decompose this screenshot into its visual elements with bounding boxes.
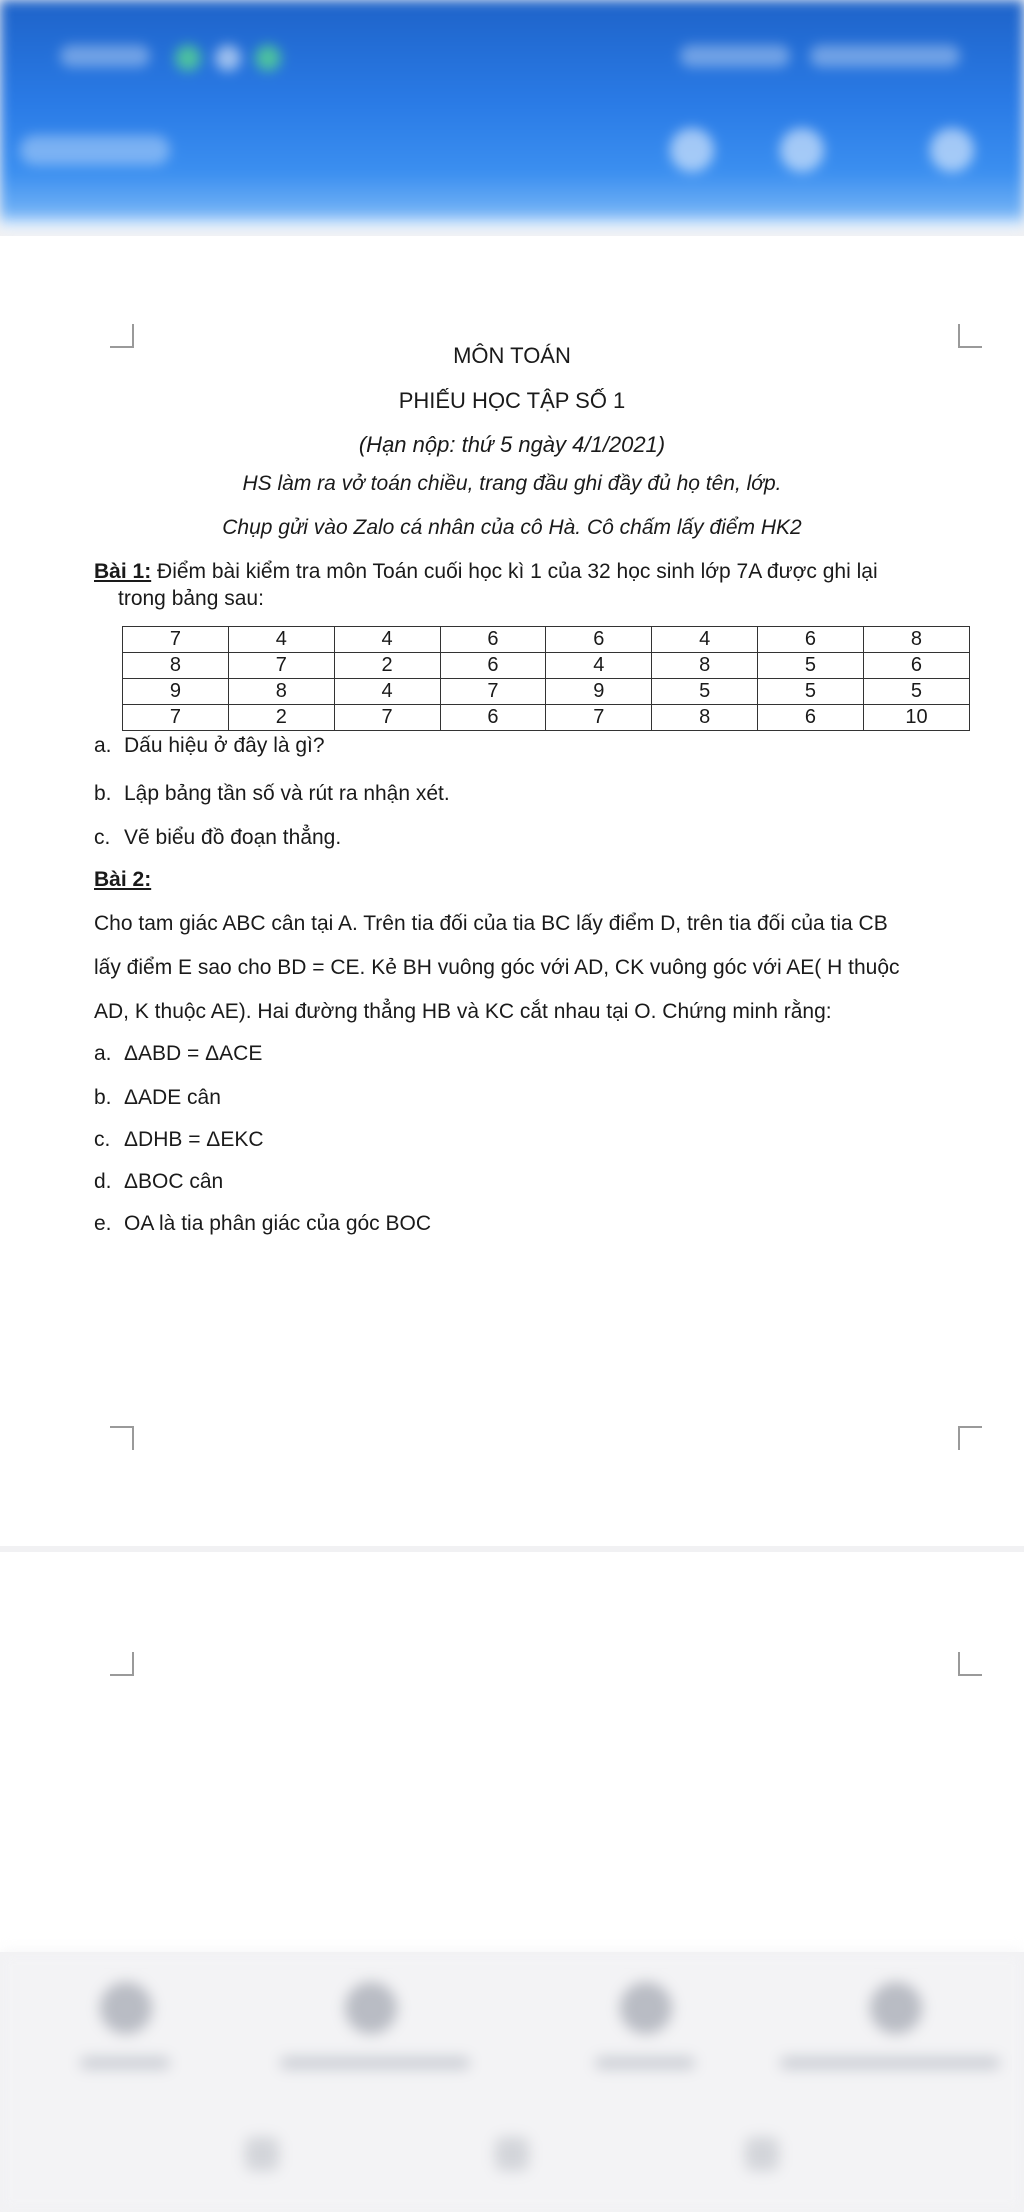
page-corner-mark bbox=[110, 1426, 134, 1450]
table-row bbox=[123, 627, 970, 653]
table-cell: 5 bbox=[863, 679, 969, 705]
table-cell: 8 bbox=[863, 627, 969, 653]
list-item: a. ΔABD = ΔACE bbox=[94, 1042, 263, 1065]
table-cell: 6 bbox=[863, 653, 969, 679]
table-cell: 5 bbox=[758, 653, 864, 679]
table-cell: 9 bbox=[546, 679, 652, 705]
scores-table bbox=[122, 626, 970, 731]
table-cell: 6 bbox=[546, 627, 652, 653]
table-cell: 4 bbox=[652, 627, 758, 653]
table-cell: 6 bbox=[440, 653, 546, 679]
table-cell: 6 bbox=[758, 705, 864, 731]
table-cell: 2 bbox=[334, 653, 440, 679]
list-item: b. Lập bảng tần số và rút ra nhận xét. bbox=[94, 782, 450, 805]
table-cell: 4 bbox=[334, 679, 440, 705]
table-cell: 5 bbox=[758, 679, 864, 705]
table-row bbox=[123, 679, 970, 705]
list-item: e. OA là tia phân giác của góc BOC bbox=[94, 1212, 432, 1235]
table-cell: 10 bbox=[863, 705, 969, 731]
list-item: c. Vẽ biểu đồ đoạn thẳng. bbox=[94, 826, 342, 849]
table-cell: 6 bbox=[440, 627, 546, 653]
document-page[interactable] bbox=[0, 236, 1024, 1546]
table-cell: 7 bbox=[123, 627, 229, 653]
table-cell: 9 bbox=[123, 679, 229, 705]
instruction-text: Chụp gửi vào Zalo cá nhân của cô Hà. Cô chấm lấy điểm HK2 bbox=[222, 516, 802, 539]
table-cell: 7 bbox=[546, 705, 652, 731]
page-corner-mark bbox=[958, 1426, 982, 1450]
table-cell: 7 bbox=[123, 705, 229, 731]
document-page[interactable] bbox=[0, 1552, 1024, 1952]
table-cell: 8 bbox=[228, 679, 334, 705]
exercise-1-intro bbox=[94, 558, 974, 612]
deadline-text: (Hạn nộp: thứ 5 ngày 4/1/2021) bbox=[358, 432, 666, 457]
worksheet-title: PHIẾU HỌC TẬP SỐ 1 bbox=[398, 388, 626, 413]
exercise-1-text: trong bảng sau: bbox=[118, 587, 264, 610]
table-cell: 5 bbox=[652, 679, 758, 705]
instruction-text: HS làm ra vở toán chiều, trang đầu ghi đầy đủ họ tên, lớp. bbox=[242, 472, 782, 495]
table-cell: 8 bbox=[652, 653, 758, 679]
exercise-2-title: Bài 2: bbox=[94, 868, 152, 891]
table-cell: 2 bbox=[228, 705, 334, 731]
bottom-toolbar bbox=[0, 1952, 1024, 2212]
table-cell: 7 bbox=[334, 705, 440, 731]
list-item: c. ΔDHB = ΔEKC bbox=[94, 1128, 264, 1151]
page-corner-mark bbox=[958, 1652, 982, 1676]
exercise-1-title: Bài 1: bbox=[94, 560, 152, 583]
list-item: d. ΔBOC cân bbox=[94, 1170, 224, 1193]
list-item: a. Dấu hiệu ở đây là gì? bbox=[94, 734, 325, 757]
table-cell: 4 bbox=[228, 627, 334, 653]
exercise-2-text: Cho tam giác ABC cân tại A. Trên tia đối của tia BC lấy điểm D, trên tia đối của tia CB lấy điểm E sao cho BD = CE. Kẻ BH vuông góc với AD, CK vuông góc với AE( H thuộc AD, K thuộc AE). Hai đường thẳng HB và KC cắt nhau tại O. Chứng minh rằng: bbox=[94, 912, 900, 1023]
table-cell: 7 bbox=[440, 679, 546, 705]
table-row bbox=[123, 705, 970, 731]
table-cell: 8 bbox=[123, 653, 229, 679]
table-cell: 4 bbox=[334, 627, 440, 653]
table-cell: 6 bbox=[758, 627, 864, 653]
subject-title: MÔN TOÁN bbox=[453, 343, 571, 368]
table-cell: 7 bbox=[228, 653, 334, 679]
table-cell: 6 bbox=[440, 705, 546, 731]
table-row bbox=[123, 653, 970, 679]
table-cell: 4 bbox=[546, 653, 652, 679]
app-top-bar bbox=[0, 0, 1024, 230]
exercise-1-text: Điểm bài kiểm tra môn Toán cuối học kì 1 của 32 học sinh lớp 7A được ghi lại bbox=[151, 560, 878, 583]
list-item: b. ΔADE cân bbox=[94, 1086, 221, 1109]
page-corner-mark bbox=[110, 1652, 134, 1676]
table-cell: 8 bbox=[652, 705, 758, 731]
